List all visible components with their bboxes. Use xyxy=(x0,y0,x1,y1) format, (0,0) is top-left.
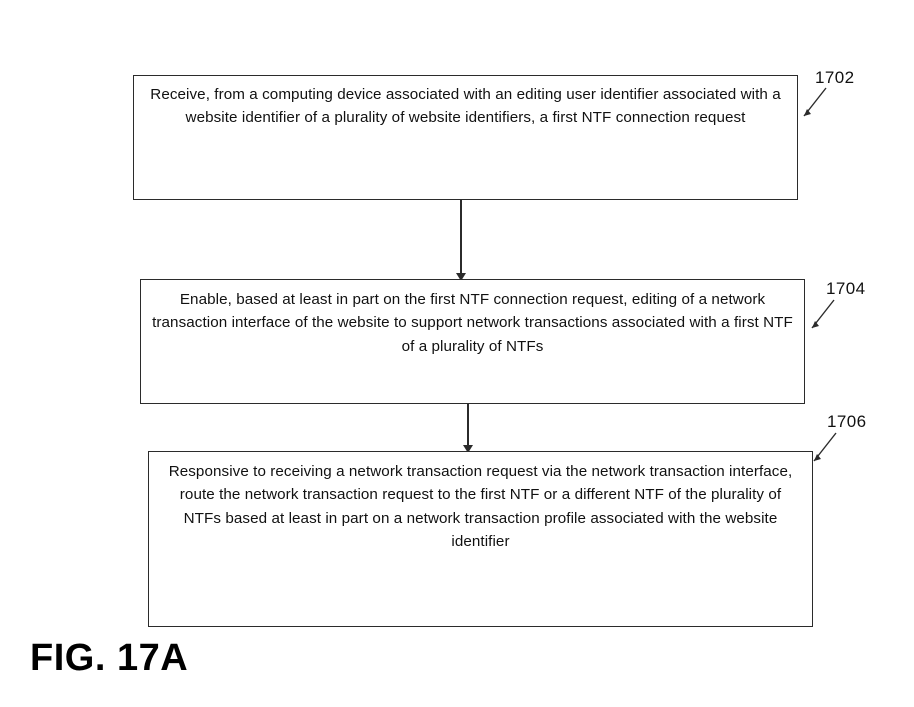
flowchart-step-1702-text: Receive, from a computing device associated with an editing user identifier associated with a website identifier of a plurality of website identifiers, a first NTF connection request xyxy=(150,86,781,127)
flowchart-step-1706-text: Responsive to receiving a network transaction request via the network transaction interface, route the network transaction request to the first NTF or a different NTF of the plurality of NTFs based at least in part on a network transaction profile associated with the website identifier xyxy=(168,463,793,550)
reference-numeral-1706: 1706 xyxy=(827,412,867,431)
connector-line xyxy=(460,200,462,280)
flowchart-step-1706 xyxy=(148,451,813,627)
flowchart-step-1702 xyxy=(133,75,798,200)
leader-line-1704 xyxy=(806,300,836,336)
flowchart-step-1704 xyxy=(140,279,805,404)
reference-numeral-1704: 1704 xyxy=(826,279,866,298)
figure-caption: FIG. 17A xyxy=(30,637,189,679)
leader-line-1706 xyxy=(808,433,838,469)
reference-numeral-1702: 1702 xyxy=(815,68,855,87)
leader-line-1702 xyxy=(798,88,828,124)
flowchart-step-1704-text: Enable, based at least in part on the first NTF connection request, editing of a network transaction interface of the website to support network transactions associated with a first NTF of a plurality of NTFs xyxy=(152,291,793,355)
